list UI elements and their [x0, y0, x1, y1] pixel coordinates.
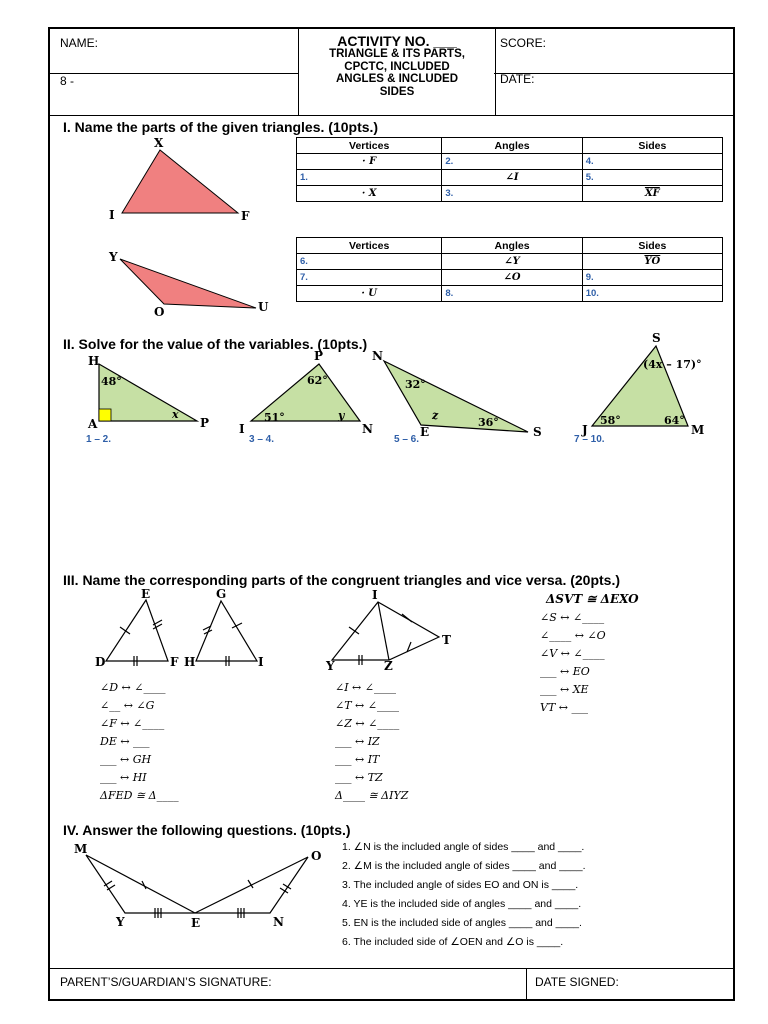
correspondence-item[interactable]: ___ ↔ EO	[540, 665, 590, 678]
correspondence-item[interactable]: VT ↔ ___	[540, 701, 588, 714]
vertex-y-label: Y	[109, 250, 118, 264]
table-cell: $\overline{XF}$	[582, 186, 722, 202]
fig4-y: Y	[116, 915, 125, 929]
fig4-o: O	[311, 849, 322, 863]
table-cell: ∠Y	[442, 254, 582, 270]
answer-blank-cell[interactable]: 2.	[442, 154, 582, 170]
t3-vertex-s: S	[533, 425, 542, 439]
correspondence-item[interactable]: ___ ↔ IZ	[335, 735, 380, 748]
t3-var-z: z	[432, 409, 439, 422]
figure-myeno	[86, 855, 308, 913]
t4-angle-expr: (4x – 17)°	[643, 358, 702, 371]
correspondence-item[interactable]: Δ____ ≅ ΔIYZ	[335, 789, 409, 802]
activity-title-line-1: TRIANGLE & ITS PARTS,	[329, 48, 465, 60]
t1-vertex-p: P	[200, 416, 210, 430]
table-header-vertices: Vertices	[297, 138, 442, 154]
t4-angle-64: 64°	[664, 414, 685, 427]
fig1-e: E	[141, 587, 151, 601]
vertex-x-label: X	[154, 136, 164, 150]
date-label: DATE:	[500, 72, 535, 86]
question-item[interactable]: 4. YE is the included side of angles ____ and ____.	[342, 898, 582, 910]
t1-var-x: x	[172, 408, 179, 421]
table-cell: ∠I	[442, 170, 582, 186]
activity-title-line-4: SIDES	[379, 85, 415, 98]
score-label: SCORE:	[500, 36, 547, 50]
t3-vertex-e: E	[420, 425, 430, 439]
correspondence-item[interactable]: ___ ↔ TZ	[335, 771, 383, 784]
fig1-g: G	[216, 587, 227, 601]
t1-angle-48: 48°	[101, 375, 122, 388]
t1-items: 1 – 2.	[86, 434, 112, 445]
answer-blank-cell[interactable]: 5.	[582, 170, 722, 186]
t3-items: 5 – 6.	[394, 434, 420, 445]
col3-title: ΔSVT ≅ ΔEXO	[546, 592, 639, 606]
correspondence-item[interactable]: ∠T ↔ ∠____	[335, 699, 399, 712]
fig1-i: I	[258, 655, 264, 669]
t3-angle-32: 32°	[405, 378, 426, 391]
table-cell: · X	[297, 186, 442, 202]
t2-var-y: y	[338, 409, 345, 422]
name-label: NAME:	[60, 36, 99, 50]
answer-blank-cell[interactable]: 6.	[297, 254, 442, 270]
correspondence-item[interactable]: ∠____ ↔ ∠O	[540, 629, 606, 642]
t1-vertex-a: A	[88, 417, 98, 431]
correspondence-item[interactable]: DE ↔ ___	[100, 735, 150, 748]
correspondence-item[interactable]: ∠I ↔ ∠____	[335, 681, 396, 694]
fig4-m: M	[74, 842, 88, 856]
correspondence-item[interactable]: ∠F ↔ ∠____	[100, 717, 165, 730]
activity-title-line-2: CPCTC, INCLUDED	[344, 60, 450, 73]
question-item[interactable]: 3. The included angle of sides EO and ON is ____.	[342, 879, 579, 891]
answer-blank-cell[interactable]: 3.	[442, 186, 582, 202]
table-header-vertices: Vertices	[297, 238, 442, 254]
table-header-sides: Sides	[582, 138, 722, 154]
answer-blank-cell[interactable]: 4.	[582, 154, 722, 170]
answer-blank-cell[interactable]: 7.	[297, 270, 442, 286]
fig4-e: E	[191, 916, 201, 930]
question-item[interactable]: 6. The included side of ∠OEN and ∠O is ____.	[342, 936, 564, 948]
t2-vertex-i: I	[239, 422, 245, 436]
correspondence-item[interactable]: ___ ↔ IT	[335, 753, 380, 766]
section-1-heading: I. Name the parts of the given triangles. (10pts.)	[63, 119, 379, 135]
correspondence-item[interactable]: ___ ↔ GH	[100, 753, 152, 766]
vertex-u-label: U	[258, 300, 269, 314]
fig1-h: H	[184, 655, 196, 669]
answer-blank-cell[interactable]: 1.	[297, 170, 442, 186]
t2-vertex-p: P	[314, 349, 324, 363]
section-4-heading: IV. Answer the following questions. (10pts.)	[63, 822, 351, 838]
fig2-z: Z	[384, 659, 393, 673]
correspondence-item[interactable]: ∠V ↔ ∠____	[540, 647, 605, 660]
t4-vertex-s: S	[652, 331, 661, 345]
correspondence-item[interactable]: ∠S ↔ ∠____	[540, 611, 605, 624]
correspondence-item[interactable]: ___ ↔ XE	[540, 683, 589, 696]
question-item[interactable]: 2. ∠M is the included angle of sides ____ and ____.	[342, 860, 586, 872]
answer-blank-cell[interactable]: 8.	[442, 286, 582, 302]
question-item[interactable]: 5. EN is the included side of angles ____ and ____.	[342, 917, 582, 929]
section-3-heading: III. Name the corresponding parts of the congruent triangles and vice versa. (20pts.)	[63, 572, 621, 588]
t2-angle-62: 62°	[307, 374, 328, 387]
t4-items: 7 – 10.	[574, 434, 605, 445]
fig2-y: Y	[326, 659, 335, 673]
correspondence-item[interactable]: ∠D ↔ ∠____	[100, 681, 166, 694]
table-header-sides: Sides	[582, 238, 722, 254]
correspondence-item[interactable]: ∠Z ↔ ∠____	[335, 717, 400, 730]
t4-angle-58: 58°	[600, 414, 621, 427]
t2-vertex-n: N	[362, 422, 373, 436]
answer-blank-cell[interactable]: 9.	[582, 270, 722, 286]
signature-label: PARENT’S/GUARDIAN’S SIGNATURE:	[60, 975, 272, 989]
activity-title-line-3: ANGLES & INCLUDED	[335, 73, 459, 85]
table-cell: ∠O	[442, 270, 582, 286]
vertex-i-label: I	[109, 208, 115, 222]
fig2-i: I	[372, 588, 378, 602]
table-header-angles: Angles	[442, 138, 582, 154]
correspondence-item[interactable]: ΔFED ≅ Δ____	[100, 789, 179, 802]
t4-vertex-j: J	[582, 423, 588, 437]
vertex-f-label: F	[241, 209, 250, 223]
table-header-angles: Angles	[442, 238, 582, 254]
fig1-d: D	[95, 655, 106, 669]
activity-label: ACTIVITY NO. ___	[337, 33, 457, 49]
correspondence-item[interactable]: ∠__ ↔ ∠G	[100, 699, 155, 712]
section-2-heading: II. Solve for the value of the variables. (10pts.)	[63, 336, 368, 352]
t3-angle-36: 36°	[478, 416, 499, 429]
fig1-f: F	[170, 655, 179, 669]
answer-blank-cell[interactable]: 10.	[582, 286, 722, 302]
section-label: 8 -	[60, 74, 75, 88]
fig2-t: T	[442, 633, 451, 647]
table-cell: · F	[297, 154, 442, 170]
table-cell: $\overline{YO}$	[582, 254, 722, 270]
t4-vertex-m: M	[691, 423, 705, 437]
vertex-o-label: O	[154, 305, 165, 319]
fig4-n: N	[273, 915, 284, 929]
date-signed-label: DATE SIGNED:	[535, 975, 619, 989]
correspondence-item[interactable]: ___ ↔ HI	[100, 771, 147, 784]
t1-vertex-h: H	[88, 354, 100, 368]
table-cell: · U	[297, 286, 442, 302]
t2-angle-51: 51°	[264, 411, 285, 424]
question-item[interactable]: 1. ∠N is the included angle of sides ____ and ____.	[342, 841, 585, 853]
t3-vertex-n: N	[372, 349, 383, 363]
t2-items: 3 – 4.	[249, 434, 275, 445]
